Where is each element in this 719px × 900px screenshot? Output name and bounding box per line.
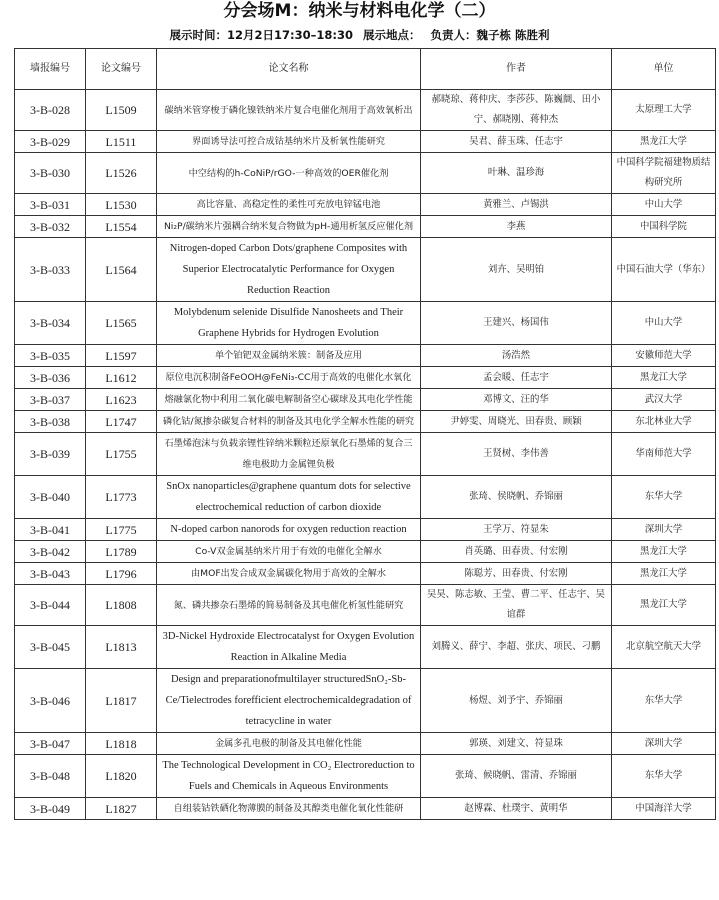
authors-cell: 杨煜、刘予宇、乔锦丽 [421, 669, 612, 733]
table-row [15, 476, 716, 519]
paper-title-cell: 碳纳米管穿梭于磷化镍铁纳米片复合电催化剂用于高效氧析出 [157, 90, 421, 131]
authors-cell: 刘卉、吴明铂 [421, 238, 612, 302]
table-row [15, 798, 716, 820]
paper-title-cell: Molybdenum selenide Disulfide Nanosheets and Their Graphene Hybrids for Hydrogen Evolution [157, 302, 421, 345]
authors-cell: 吴昊、陈志敏、王莹、曹二平、任志宇、吴谊群 [421, 585, 612, 626]
paper-id-cell: L1820 [86, 755, 157, 798]
board-cell: 3-B-049 [15, 798, 86, 820]
board-cell: 3-B-037 [15, 389, 86, 411]
paper-title-cell: Nitrogen-doped Carbon Dots/graphene Composites with Superior Electrocatalytic Performance for Oxygen Reduction Reaction [157, 238, 421, 302]
board-cell: 3-B-044 [15, 585, 86, 626]
paper-title-cell: Design and preparationofmultilayer structuredSnO₂-Sb-Ce/Tielectrodes forefficient electrochemicaldegradation of tetracycline in water [157, 669, 421, 733]
column-header-board: 墙报编号 [15, 49, 86, 90]
paper-id-cell: L1789 [86, 541, 157, 563]
unit-cell: 深圳大学 [612, 733, 716, 755]
unit-cell: 东华大学 [612, 476, 716, 519]
authors-cell: 孟会暖、任志宇 [421, 367, 612, 389]
paper-id-cell: L1511 [86, 131, 157, 153]
authors-cell: 陈聪芳、田春贵、付宏刚 [421, 563, 612, 585]
table-row [15, 541, 716, 563]
table-row [15, 238, 716, 302]
authors-cell: 叶琳、温珍海 [421, 153, 612, 194]
unit-cell: 中国科学院福建物质结构研究所 [612, 153, 716, 194]
unit-cell: 中山大学 [612, 194, 716, 216]
paper-id-cell: L1796 [86, 563, 157, 585]
authors-cell: 肖英璐、田春贵、付宏刚 [421, 541, 612, 563]
board-cell: 3-B-043 [15, 563, 86, 585]
authors-cell: 王建兴、杨国伟 [421, 302, 612, 345]
paper-id-cell: L1509 [86, 90, 157, 131]
authors-cell: 李燕 [421, 216, 612, 238]
table-row [15, 626, 716, 669]
board-cell: 3-B-028 [15, 90, 86, 131]
table-row [15, 733, 716, 755]
paper-id-cell: L1808 [86, 585, 157, 626]
table-row [15, 194, 716, 216]
unit-cell: 深圳大学 [612, 519, 716, 541]
column-header-authors: 作者 [421, 49, 612, 90]
column-header-title: 论文名称 [157, 49, 421, 90]
session-chairs: 负责人：魏子栋 陈胜利 [430, 28, 550, 42]
display-place: 展示地点： [362, 28, 421, 42]
paper-title-cell: 界面诱导法可控合成钴基纳米片及析氧性能研究 [157, 131, 421, 153]
authors-cell: 吴君、薛玉珠、任志宇 [421, 131, 612, 153]
paper-id-cell: L1623 [86, 389, 157, 411]
paper-id-cell: L1530 [86, 194, 157, 216]
board-cell: 3-B-042 [15, 541, 86, 563]
authors-cell: 郭瑛、刘建文、符显珠 [421, 733, 612, 755]
board-cell: 3-B-047 [15, 733, 86, 755]
authors-cell: 王贤树、李伟善 [421, 433, 612, 476]
paper-id-cell: L1597 [86, 345, 157, 367]
table-row [15, 389, 716, 411]
paper-id-cell: L1775 [86, 519, 157, 541]
paper-id-cell: L1817 [86, 669, 157, 733]
paper-id-cell: L1564 [86, 238, 157, 302]
board-cell: 3-B-045 [15, 626, 86, 669]
column-header-unit: 单位 [612, 49, 716, 90]
board-cell: 3-B-035 [15, 345, 86, 367]
authors-cell: 邓博文、汪的华 [421, 389, 612, 411]
paper-id-cell: L1773 [86, 476, 157, 519]
paper-title-cell: 原位电沉积制备FeOOH@FeNi₃-CC用于高效的电催化水氧化 [157, 367, 421, 389]
display-time: 展示时间：12月2日17:30–18:30 [169, 28, 353, 42]
unit-cell: 东北林业大学 [612, 411, 716, 433]
unit-cell: 黑龙江大学 [612, 541, 716, 563]
table-row [15, 216, 716, 238]
paper-title-cell: 3D-Nickel Hydroxide Electrocatalyst for Oxygen Evolution Reaction in Alkaline Media [157, 626, 421, 669]
paper-title-cell: Co-V双金属基纳米片用于有效的电催化全解水 [157, 541, 421, 563]
unit-cell: 东华大学 [612, 669, 716, 733]
unit-cell: 中国海洋大学 [612, 798, 716, 820]
paper-title-cell: 氮、磷共掺杂石墨烯的简易制备及其电催化析氢性能研究 [157, 585, 421, 626]
board-cell: 3-B-033 [15, 238, 86, 302]
authors-cell: 赵博霖、杜璞宇、黄明华 [421, 798, 612, 820]
authors-cell: 尹婷雯、周晓光、田春贵、顾颖 [421, 411, 612, 433]
unit-cell: 中山大学 [612, 302, 716, 345]
table-row [15, 755, 716, 798]
table-row [15, 411, 716, 433]
table-row [15, 345, 716, 367]
paper-title-cell: The Technological Development in CO₂ Electroreduction to Fuels and Chemicals in Aqueous Environments [157, 755, 421, 798]
paper-id-cell: L1554 [86, 216, 157, 238]
page-title: 分会场M：纳米与材料电化学（二） [223, 1, 496, 21]
table-row [15, 302, 716, 345]
unit-cell: 太原理工大学 [612, 90, 716, 131]
board-cell: 3-B-041 [15, 519, 86, 541]
board-cell: 3-B-048 [15, 755, 86, 798]
paper-title-cell: 金属多孔电极的制备及其电催化性能 [157, 733, 421, 755]
unit-cell: 中国石油大学（华东） [612, 238, 716, 302]
paper-id-cell: L1526 [86, 153, 157, 194]
paper-title-cell: N-doped carbon nanorods for oxygen reduction reaction [157, 519, 421, 541]
paper-title-cell: 石墨烯泡沫与负载亲锂性锌纳米颗粒还原氧化石墨烯的复合三维电极助力金属锂负极 [157, 433, 421, 476]
board-cell: 3-B-039 [15, 433, 86, 476]
paper-title-cell: SnOx nanoparticles@graphene quantum dots for selective electrochemical reduction of carbon dioxide [157, 476, 421, 519]
paper-title-cell: 熔融氯化物中利用二氧化碳电解制备空心碳球及其电化学性能 [157, 389, 421, 411]
table-row [15, 367, 716, 389]
paper-id-cell: L1818 [86, 733, 157, 755]
paper-id-cell: L1612 [86, 367, 157, 389]
authors-cell: 王学万、符显朱 [421, 519, 612, 541]
unit-cell: 安徽师范大学 [612, 345, 716, 367]
table-header-row [15, 49, 716, 90]
paper-title-cell: 中空结构的h-CoNiP/rGO-一种高效的OER催化剂 [157, 153, 421, 194]
paper-id-cell: L1565 [86, 302, 157, 345]
table-row [15, 90, 716, 131]
session-info [0, 26, 719, 44]
board-cell: 3-B-040 [15, 476, 86, 519]
board-cell: 3-B-031 [15, 194, 86, 216]
table-row [15, 153, 716, 194]
board-cell: 3-B-029 [15, 131, 86, 153]
column-header-paper-id: 论文编号 [86, 49, 157, 90]
board-cell: 3-B-034 [15, 302, 86, 345]
table-row [15, 563, 716, 585]
unit-cell: 黑龙江大学 [612, 131, 716, 153]
paper-title-cell: 由MOF出发合成双金属碳化物用于高效的全解水 [157, 563, 421, 585]
unit-cell: 黑龙江大学 [612, 585, 716, 626]
board-cell: 3-B-030 [15, 153, 86, 194]
board-cell: 3-B-036 [15, 367, 86, 389]
table-row [15, 669, 716, 733]
poster-table [14, 48, 716, 820]
unit-cell: 北京航空航天大学 [612, 626, 716, 669]
paper-title-cell: 自组装钴铁硒化物薄膜的制备及其醇类电催化氧化性能研 [157, 798, 421, 820]
table-row [15, 433, 716, 476]
paper-id-cell: L1827 [86, 798, 157, 820]
unit-cell: 武汉大学 [612, 389, 716, 411]
paper-id-cell: L1813 [86, 626, 157, 669]
table-row [15, 131, 716, 153]
authors-cell: 黄雅兰、卢锡洪 [421, 194, 612, 216]
authors-cell: 张琦、候晓帆、雷清、乔锦丽 [421, 755, 612, 798]
unit-cell: 黑龙江大学 [612, 563, 716, 585]
unit-cell: 华南师范大学 [612, 433, 716, 476]
paper-title-cell: 单个铂钯双金属纳米簇：制备及应用 [157, 345, 421, 367]
authors-cell: 汤浩然 [421, 345, 612, 367]
unit-cell: 东华大学 [612, 755, 716, 798]
paper-title-cell: 磷化钴/氮掺杂碳复合材料的制备及其电化学全解水性能的研究 [157, 411, 421, 433]
board-cell: 3-B-046 [15, 669, 86, 733]
board-cell: 3-B-032 [15, 216, 86, 238]
unit-cell: 黑龙江大学 [612, 367, 716, 389]
unit-cell: 中国科学院 [612, 216, 716, 238]
board-cell: 3-B-038 [15, 411, 86, 433]
table-row [15, 585, 716, 626]
paper-id-cell: L1747 [86, 411, 157, 433]
authors-cell: 刘腾义、薛宁、李超、张庆、项民、刁鹏 [421, 626, 612, 669]
paper-id-cell: L1755 [86, 433, 157, 476]
table-row [15, 519, 716, 541]
authors-cell: 张琦、侯晓帆、乔锦丽 [421, 476, 612, 519]
paper-title-cell: 高比容量、高稳定性的柔性可充放电锌锰电池 [157, 194, 421, 216]
paper-title-cell: Ni₂P/碳纳米片强耦合纳米复合物做为pH-通用析氢反应催化剂 [157, 216, 421, 238]
authors-cell: 郝晓琼、蒋仲庆、李莎莎、陈巍阛、田小宁、郝晓刚、蒋仲杰 [421, 90, 612, 131]
